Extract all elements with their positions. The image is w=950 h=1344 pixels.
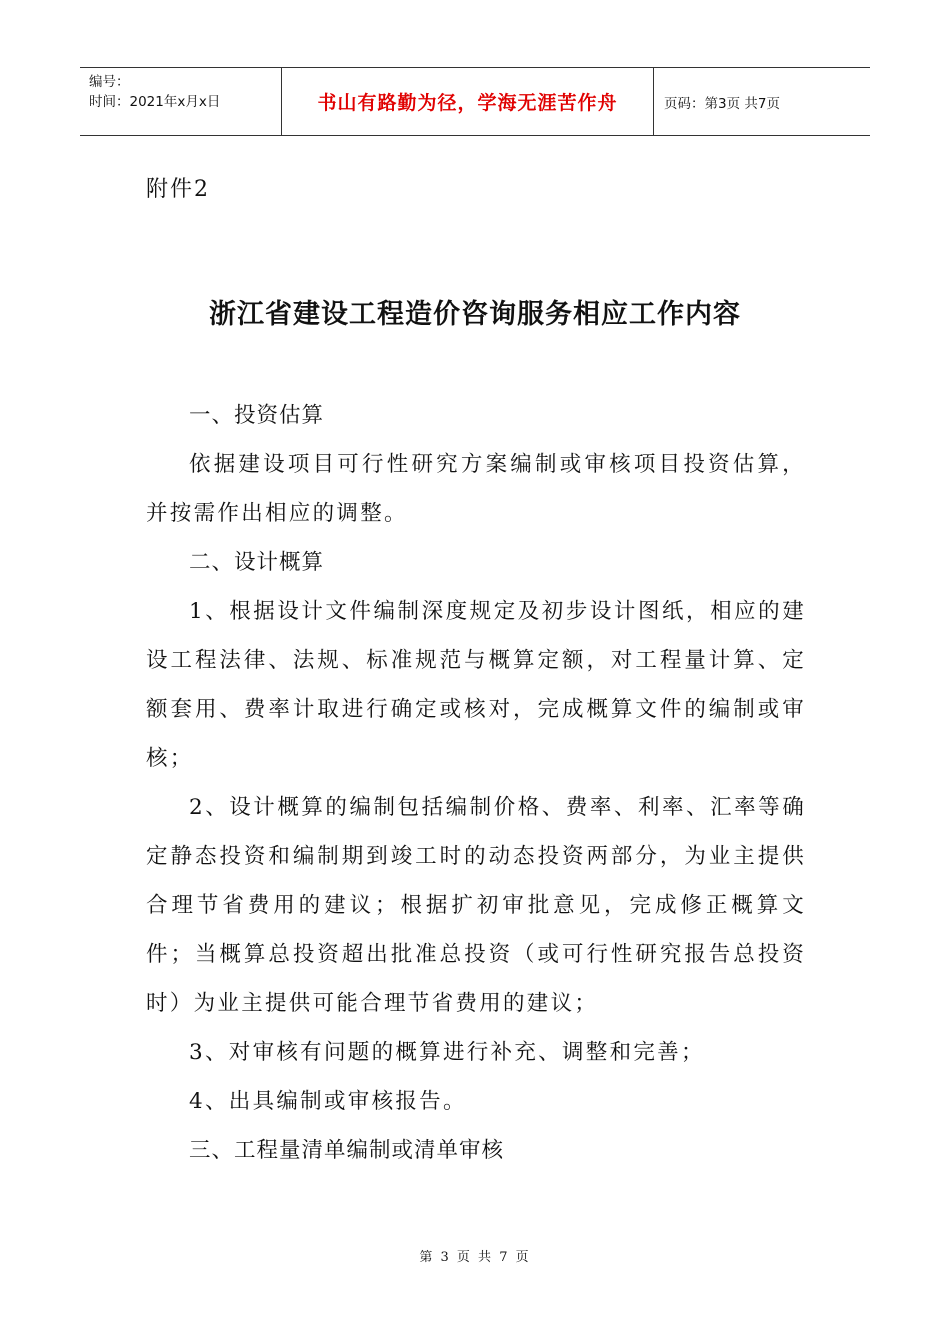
body-paragraph: 4、出具编制或审核报告。 — [189, 1089, 467, 1114]
section-heading: 三、工程量清单编制或清单审核 — [189, 1138, 505, 1163]
page-header — [80, 67, 870, 136]
document-time-label: 时间：2021年x月x日 — [89, 94, 221, 110]
header-meta — [80, 68, 282, 135]
body-paragraph: 2、设计概算的编制包括编制价格、费率、利率、汇率等确定静态投资和编制期到竣工时的动态投资两部分，为业主提供合理节省费用的建议；根据扩初审批意见，完成修正概算文件；当概算总投资超出批准总投资（或可行性研究报告总投资时）为业主提供可能合理节省费用的建议； — [146, 795, 806, 1016]
page-footer: 第 3 页 共 7 页 — [419, 1250, 531, 1265]
section-heading: 一、投资估算 — [189, 403, 325, 428]
header-page-info: 页码：第3页 共7页 — [664, 95, 780, 112]
section-heading: 二、设计概算 — [189, 550, 325, 575]
document-number-label: 编号： — [89, 74, 130, 90]
header-motto: 书山有路勤为径，学海无涯苦作舟 — [282, 68, 654, 135]
attachment-label: 附件2 — [146, 177, 210, 202]
document-body — [146, 391, 806, 1175]
body-paragraph: 依据建设项目可行性研究方案编制或审核项目投资估算，并按需作出相应的调整。 — [146, 452, 806, 526]
document-title: 浙江省建设工程造价咨询服务相应工作内容 — [209, 299, 741, 330]
body-paragraph: 3、对审核有问题的概算进行补充、调整和完善； — [189, 1040, 705, 1065]
body-paragraph: 1、根据设计文件编制深度规定及初步设计图纸，相应的建设工程法律、法规、标准规范与概算定额，对工程量计算、定额套用、费率计取进行确定或核对，完成概算文件的编制或审核； — [146, 599, 806, 771]
